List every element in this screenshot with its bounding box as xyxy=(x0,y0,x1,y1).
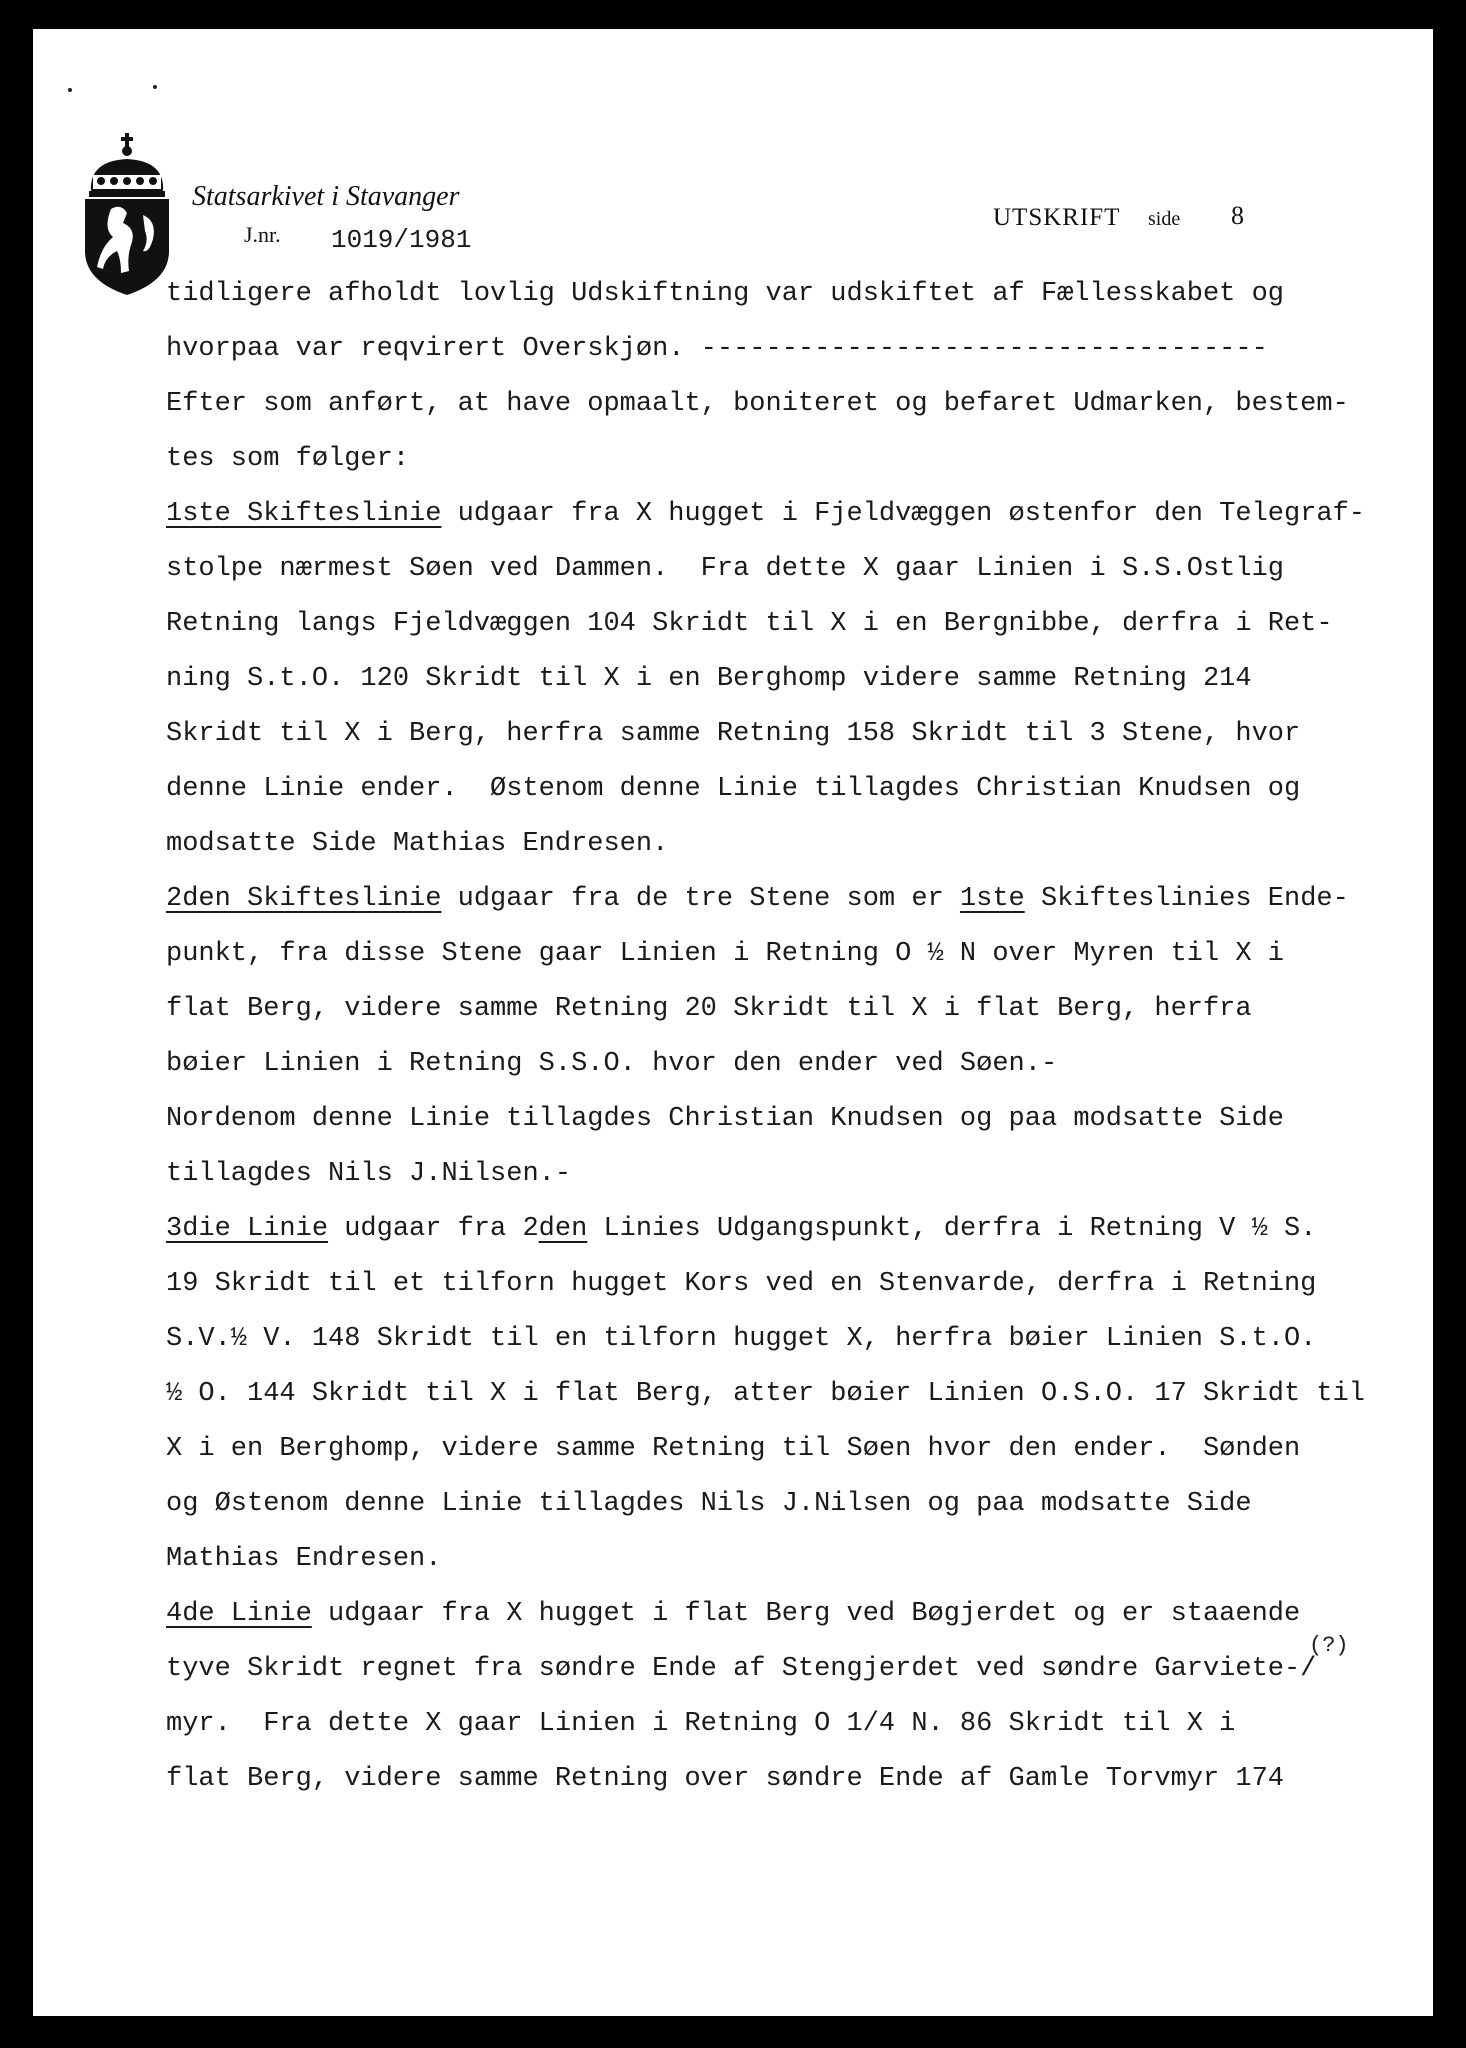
text-line xyxy=(166,1104,1284,1134)
underlined-heading: 1ste xyxy=(959,884,1025,914)
text-segment: ning S.t.O. 120 Skridt til X i en Berghomp videre samme Retning 214 xyxy=(166,664,1252,694)
page-number: 8 xyxy=(1231,201,1244,230)
text-segment: og Østenom denne Linie tillagdes Nils J.Nilsen og paa modsatte Side xyxy=(166,1489,1252,1519)
text-segment: Linies Udgangspunkt, derfra i Retning V ½ S. xyxy=(587,1214,1317,1244)
page-label: side xyxy=(1148,208,1181,230)
transcript-label: UTSKRIFT xyxy=(993,204,1121,231)
text-line xyxy=(166,1159,571,1189)
text-segment: udgaar fra X hugget i flat Berg ved Bøgjerdet og er staaende xyxy=(311,1599,1301,1629)
text-line xyxy=(166,1489,1252,1519)
text-line xyxy=(166,389,1349,419)
text-line xyxy=(166,1654,1316,1684)
text-segment: modsatte Side Mathias Endresen. xyxy=(166,829,669,859)
scan-mark xyxy=(68,88,72,92)
text-line xyxy=(166,829,668,859)
underlined-heading: den xyxy=(538,1214,588,1244)
text-line xyxy=(166,444,409,474)
text-segment: Efter som anført, at have opmaalt, boniteret og befaret Udmarken, bestem- xyxy=(166,389,1349,419)
text-line xyxy=(166,1049,1057,1079)
text-segment: ½ O. 144 Skridt til X i flat Berg, atter bøier Linien O.S.O. 17 Skridt til xyxy=(166,1379,1365,1409)
text-segment: Retning langs Fjeldvæggen 104 Skridt til X i en Bergnibbe, derfra i Ret- xyxy=(166,609,1333,639)
text-line xyxy=(166,1214,1316,1244)
text-segment: myr. Fra dette X gaar Linien i Retning O 1/4 N. 86 Skridt til X i xyxy=(166,1709,1236,1739)
text-segment: tidligere afholdt lovlig Udskiftning var udskiftet af Fællesskabet og xyxy=(166,279,1284,309)
underlined-heading: 2den Skifteslinie xyxy=(166,884,442,914)
text-segment: Mathias Endresen. xyxy=(166,1544,442,1574)
text-line xyxy=(166,1709,1235,1739)
document-page xyxy=(33,29,1433,2016)
text-line xyxy=(166,719,1300,749)
text-segment: tes som følger: xyxy=(166,444,410,474)
text-segment: flat Berg, videre samme Retning over søndre Ende af Gamle Torvmyr 174 xyxy=(166,1764,1284,1794)
archive-name: Statsarkivet i Stavanger xyxy=(192,181,460,212)
text-segment: Nordenom denne Linie tillagdes Christian Knudsen og paa modsatte Side xyxy=(166,1104,1284,1134)
text-line xyxy=(166,1269,1316,1299)
text-segment: flat Berg, videre samme Retning 20 Skridt til X i flat Berg, herfra xyxy=(166,994,1252,1024)
text-line xyxy=(166,554,1284,584)
text-segment: S.V.½ V. 148 Skridt til en tilforn hugget X, herfra bøier Linien S.t.O. xyxy=(166,1324,1317,1354)
text-line xyxy=(166,1599,1300,1629)
uncertain-annotation: (?) xyxy=(1309,1633,1349,1658)
text-line xyxy=(166,1764,1284,1794)
text-line xyxy=(166,334,1268,364)
text-segment: denne Linie ender. Østenom denne Linie tillagdes Christian Knudsen og xyxy=(166,774,1301,804)
text-line xyxy=(166,609,1333,639)
text-segment: bøier Linien i Retning S.S.O. hvor den ender ved Søen.- xyxy=(166,1049,1058,1079)
text-line xyxy=(166,1379,1365,1409)
underlined-heading: 1ste Skifteslinie xyxy=(166,499,442,529)
journal-label: J.nr. xyxy=(244,222,281,247)
underlined-heading: 3die Linie xyxy=(166,1214,329,1244)
text-segment: udgaar fra X hugget i Fjeldvæggen østenfor den Telegraf- xyxy=(441,499,1366,529)
underlined-heading: 4de Linie xyxy=(166,1599,312,1629)
text-line xyxy=(166,884,1349,914)
text-segment: tillagdes Nils J.Nilsen.- xyxy=(166,1159,572,1189)
coat-of-arms-icon xyxy=(81,131,173,297)
scan-mark xyxy=(153,85,157,89)
text-line xyxy=(166,1324,1316,1354)
text-segment: 19 Skridt til et tilforn hugget Kors ved en Stenvarde, derfra i Retning xyxy=(166,1269,1317,1299)
text-segment: tyve Skridt regnet fra søndre Ende af Stengjerdet ved søndre Garviete-/ xyxy=(166,1654,1317,1684)
text-line xyxy=(166,939,1284,969)
text-segment: Skifteslinies Ende- xyxy=(1024,884,1349,914)
text-segment: X i en Berghomp, videre samme Retning til Søen hvor den ender. Sønden xyxy=(166,1434,1301,1464)
text-segment: udgaar fra 2 xyxy=(328,1214,539,1244)
text-segment: Skridt til X i Berg, herfra samme Retning 158 Skridt til 3 Stene, hvor xyxy=(166,719,1301,749)
text-line xyxy=(166,774,1300,804)
text-segment: udgaar fra de tre Stene som er xyxy=(441,884,960,914)
text-line xyxy=(166,1544,441,1574)
text-segment: punkt, fra disse Stene gaar Linien i Retning O ½ N over Myren til X i xyxy=(166,939,1284,969)
text-line xyxy=(166,664,1252,694)
text-segment: stolpe nærmest Søen ved Dammen. Fra dette X gaar Linien i S.S.Ostlig xyxy=(166,554,1284,584)
text-line xyxy=(166,279,1284,309)
text-segment: hvorpaa var reqvirert Overskjøn. ----------------------------------- xyxy=(166,334,1268,364)
text-line xyxy=(166,1434,1300,1464)
journal-number: 1019/1981 xyxy=(331,225,472,255)
text-line xyxy=(166,499,1365,529)
text-line xyxy=(166,994,1252,1024)
